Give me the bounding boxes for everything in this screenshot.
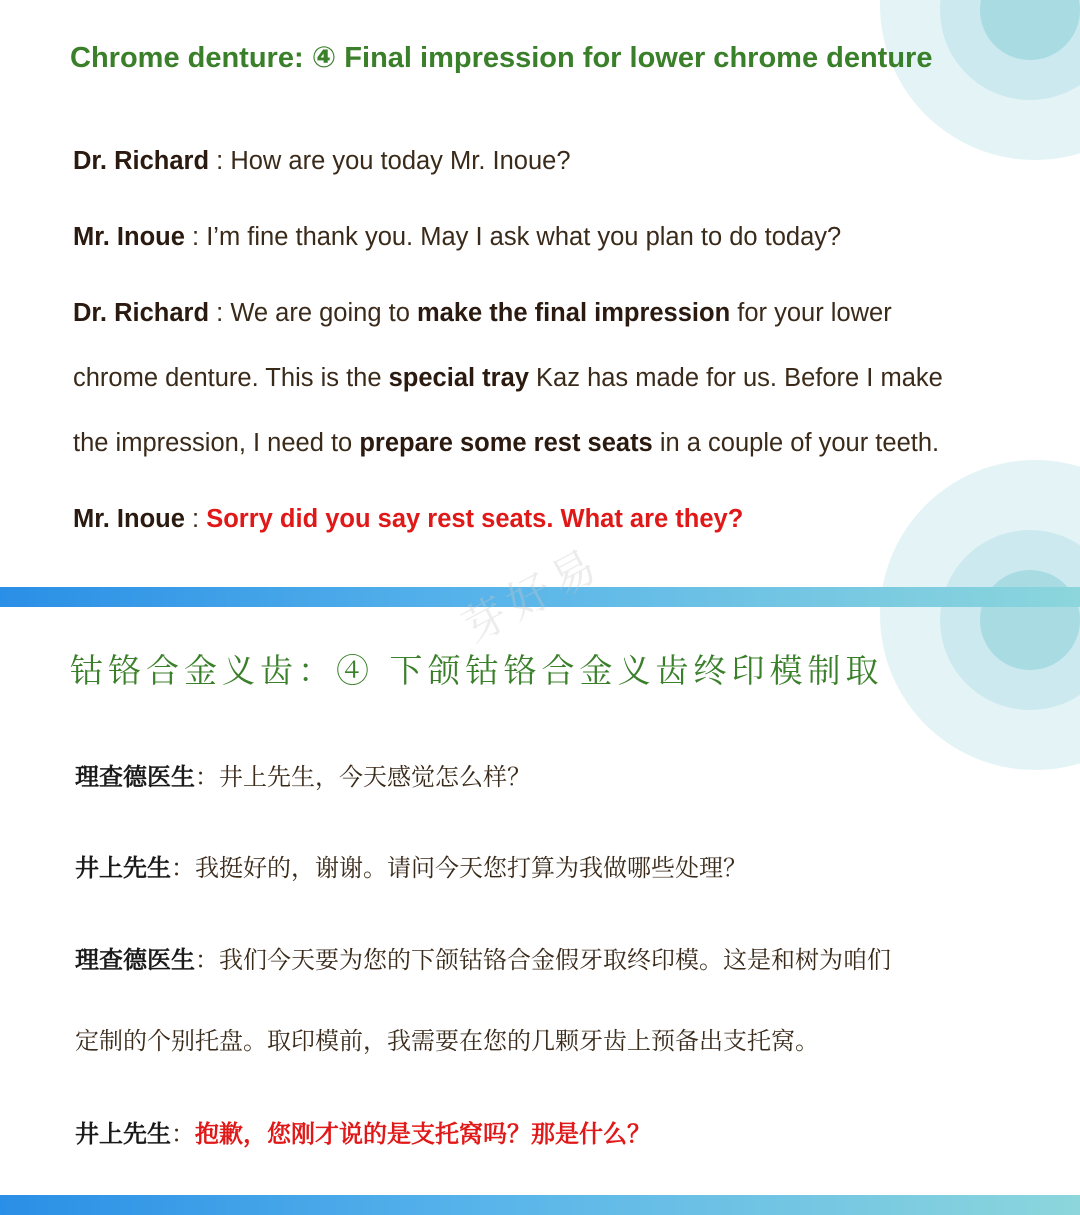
speaker-name: Mr. Inoue [73,223,185,251]
english-title: Chrome denture: ④ Final impression for lower chrome denture [70,42,933,74]
key-phrase: make the final impression [416,299,731,327]
dialogue-text: 定制的个别托盘。取印模前，我需要在您的几颗牙齿上预备出支托窝。 [75,1027,819,1055]
speaker-name: Dr. Richard [73,299,210,327]
dialogue-text: I’m fine thank you. May I ask what you plan to do today? [206,223,842,251]
dialogue-line [73,505,1013,534]
dialogue-line-continued [75,1021,1015,1056]
dialogue-line-continued [73,364,1013,393]
dialogue-line [73,299,1013,328]
dialogue-text: We are going to [230,299,417,327]
dialogue-line [73,223,1013,252]
speaker-name: 井上先生 [75,854,171,882]
dialogue-text: 井上先生，今天感觉怎么样？ [219,763,531,791]
dialogue-text: for your lower [730,299,892,327]
speaker-name: 理查德医生 [75,763,195,791]
section-divider [0,1195,1080,1215]
key-phrase: special tray [388,364,529,392]
dialogue-line [75,757,1015,792]
speaker-name: Mr. Inoue [73,505,185,533]
separator: ： [171,854,195,882]
speaker-name: 井上先生 [75,1120,171,1148]
speaker-name: Dr. Richard [73,147,210,175]
separator: ： [195,763,219,791]
dialogue-line [73,147,1013,176]
dialogue-text: 我挺好的，谢谢。请问今天您打算为我做哪些处理？ [195,854,747,882]
dialogue-line-continued [73,429,1013,458]
dialogue-line [75,848,1015,883]
separator: : [209,299,231,327]
dialogue-line [75,940,1015,975]
dialogue-text: 我们今天要为您的下颌钴铬合金假牙取终印模。这是和树为咱们 [219,946,891,974]
dialogue-text: in a couple of your teeth. [652,429,940,457]
highlighted-question: Sorry did you say rest seats. What are they? [206,505,744,533]
decorative-circle-inner [980,570,1080,670]
separator: ： [195,946,219,974]
separator: : [184,505,207,533]
chinese-title: 钴铬合金义齿：④ 下颌钴铬合金义齿终印模制取 [70,651,884,690]
separator: : [184,223,207,251]
dialogue-text: the impression, I need to [73,429,360,457]
key-phrase: prepare some rest seats [359,429,653,457]
watermark: 芽好易 [453,538,611,654]
dialogue-line [75,1114,1015,1149]
separator: ： [171,1120,195,1148]
dialogue-text: chrome denture. This is the [73,364,389,392]
separator: : [209,147,231,175]
dialogue-text: How are you today Mr. Inoue? [230,147,571,175]
highlighted-question: 抱歉，您刚才说的是支托窝吗？那是什么？ [195,1120,651,1148]
speaker-name: 理查德医生 [75,946,195,974]
dialogue-text: Kaz has made for us. Before I make [528,364,943,392]
